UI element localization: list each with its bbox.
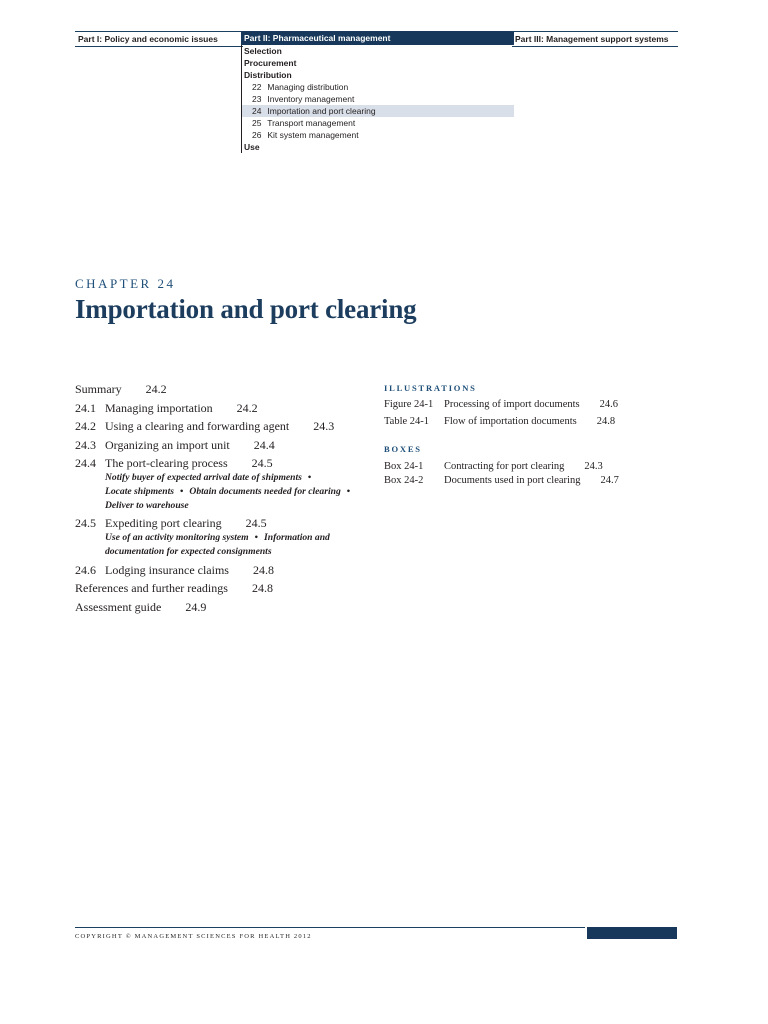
boxes-list	[384, 444, 684, 488]
toc-num: 24.6	[75, 562, 96, 577]
chapter-label: CHAPTER 24	[75, 276, 176, 291]
toc-page: 24.4	[253, 437, 275, 452]
toc-subtopic[interactable]: Use of an activity monitoring system	[105, 531, 249, 543]
toc-subtopic[interactable]: Deliver to warehouse	[105, 499, 189, 511]
nav-section-selection[interactable]: Selection	[244, 46, 282, 56]
toc-subtopics-24-4	[75, 471, 365, 512]
illustration-label: Figure 24-1	[384, 399, 434, 410]
bullet-separator: •	[307, 471, 312, 483]
nav-section-use[interactable]: Use	[244, 142, 260, 152]
nav-chapter-23[interactable]	[242, 93, 514, 105]
footer-copyright: COPYRIGHT © MANAGEMENT SCIENCES FOR HEALTH 2012	[75, 933, 312, 940]
boxes-heading: BOXES	[384, 444, 422, 454]
toc-title: Organizing an import unit	[105, 437, 230, 452]
illustrations-list	[384, 383, 684, 430]
nav-chapter-num: 22	[252, 82, 262, 92]
toc-title: Using a clearing and forwarding agent	[105, 419, 290, 434]
footer-color-block	[587, 927, 677, 939]
box-page: 24.7	[600, 475, 619, 486]
toc-references[interactable]	[75, 579, 365, 598]
toc-num: 24.5	[75, 516, 96, 531]
toc-item-24-3[interactable]	[75, 436, 365, 455]
nav-chapter-24-active[interactable]	[242, 105, 514, 117]
toc-title: Managing importation	[105, 400, 213, 415]
box-label: Box 24-2	[384, 475, 424, 486]
toc-title: Summary	[75, 382, 122, 396]
toc-page: 24.9	[185, 599, 207, 614]
nav-chapter-num: 23	[252, 94, 262, 104]
bullet-separator: •	[180, 485, 184, 497]
toc-page: 24.3	[313, 419, 335, 434]
nav-section-procurement[interactable]: Procurement	[244, 58, 297, 68]
illustration-title: Flow of importation documents	[444, 416, 577, 427]
toc-title: The port-clearing process	[105, 456, 228, 471]
bullet-separator: •	[346, 485, 351, 497]
illustration-page: 24.6	[599, 399, 618, 410]
illustration-table-24-1[interactable]	[384, 413, 684, 430]
toc-item-24-1[interactable]	[75, 399, 365, 418]
illustration-figure-24-1[interactable]	[384, 396, 684, 413]
nav-part-1[interactable]: Part I: Policy and economic issues	[75, 31, 243, 47]
box-label: Box 24-1	[384, 461, 424, 472]
nav-part-3[interactable]: Part III: Management support systems	[512, 31, 678, 47]
box-page: 24.3	[584, 461, 603, 472]
nav-chapter-num: 26	[252, 130, 262, 140]
toc-subtopic[interactable]: Obtain documents needed for clearing	[189, 485, 341, 497]
toc-num: 24.4	[75, 456, 96, 471]
toc-page: 24.5	[251, 456, 273, 471]
toc-item-24-2[interactable]	[75, 417, 365, 436]
toc-num: 24.3	[75, 437, 96, 452]
toc-subtopic[interactable]: Information and documentation for expected consignments	[105, 531, 330, 557]
toc-page: 24.8	[252, 562, 274, 577]
toc-subtopic[interactable]: Notify buyer of expected arrival date of shipments	[105, 471, 302, 483]
illustrations-heading: ILLUSTRATIONS	[384, 383, 477, 393]
nav-section-distribution[interactable]: Distribution	[244, 70, 292, 80]
nav-chapter-25[interactable]	[242, 117, 514, 129]
toc-title: Expediting port clearing	[105, 516, 222, 531]
toc-assessment-guide[interactable]	[75, 598, 365, 617]
bullet-separator: •	[254, 531, 258, 543]
toc-num: 24.2	[75, 419, 96, 434]
chapter-title: Importation and port clearing	[75, 294, 417, 324]
toc-subtopic[interactable]: Locate shipments	[105, 485, 175, 497]
nav-chapter-title: Inventory management	[267, 94, 355, 104]
nav-chapter-title: Transport management	[267, 118, 356, 128]
box-24-1[interactable]	[384, 460, 684, 474]
box-title: Documents used in port clearing	[444, 475, 581, 486]
toc-summary[interactable]	[75, 380, 365, 399]
nav-chapter-26[interactable]	[242, 129, 514, 141]
toc-page: 24.2	[236, 400, 258, 415]
nav-chapter-title: Importation and port clearing	[267, 106, 376, 116]
nav-chapter-title: Kit system management	[267, 130, 359, 140]
table-of-contents	[75, 380, 365, 616]
box-24-2[interactable]	[384, 474, 684, 488]
illustration-label: Table 24-1	[384, 416, 430, 427]
illustration-title: Processing of import documents	[444, 399, 580, 410]
nav-chapter-num: 25	[252, 118, 262, 128]
toc-page: 24.8	[251, 581, 273, 596]
toc-subtopics-24-5	[75, 531, 365, 559]
nav-chapter-22[interactable]	[242, 81, 514, 93]
illustration-page: 24.8	[596, 416, 616, 427]
nav-section-list	[241, 45, 514, 153]
toc-item-24-6[interactable]	[75, 561, 365, 580]
toc-title: Assessment guide	[75, 599, 162, 614]
nav-part-2[interactable]: Part II: Pharmaceutical management	[241, 31, 514, 45]
footer-rule	[75, 927, 585, 928]
box-title: Contracting for port clearing	[444, 461, 565, 472]
toc-num: 24.1	[75, 400, 96, 415]
nav-chapter-num: 24	[252, 106, 262, 116]
toc-title: Lodging insurance claims	[105, 562, 229, 577]
toc-page: 24.2	[145, 382, 167, 396]
toc-page: 24.5	[245, 516, 267, 531]
toc-title: References and further readings	[75, 581, 228, 596]
nav-chapter-title: Managing distribution	[267, 82, 349, 92]
